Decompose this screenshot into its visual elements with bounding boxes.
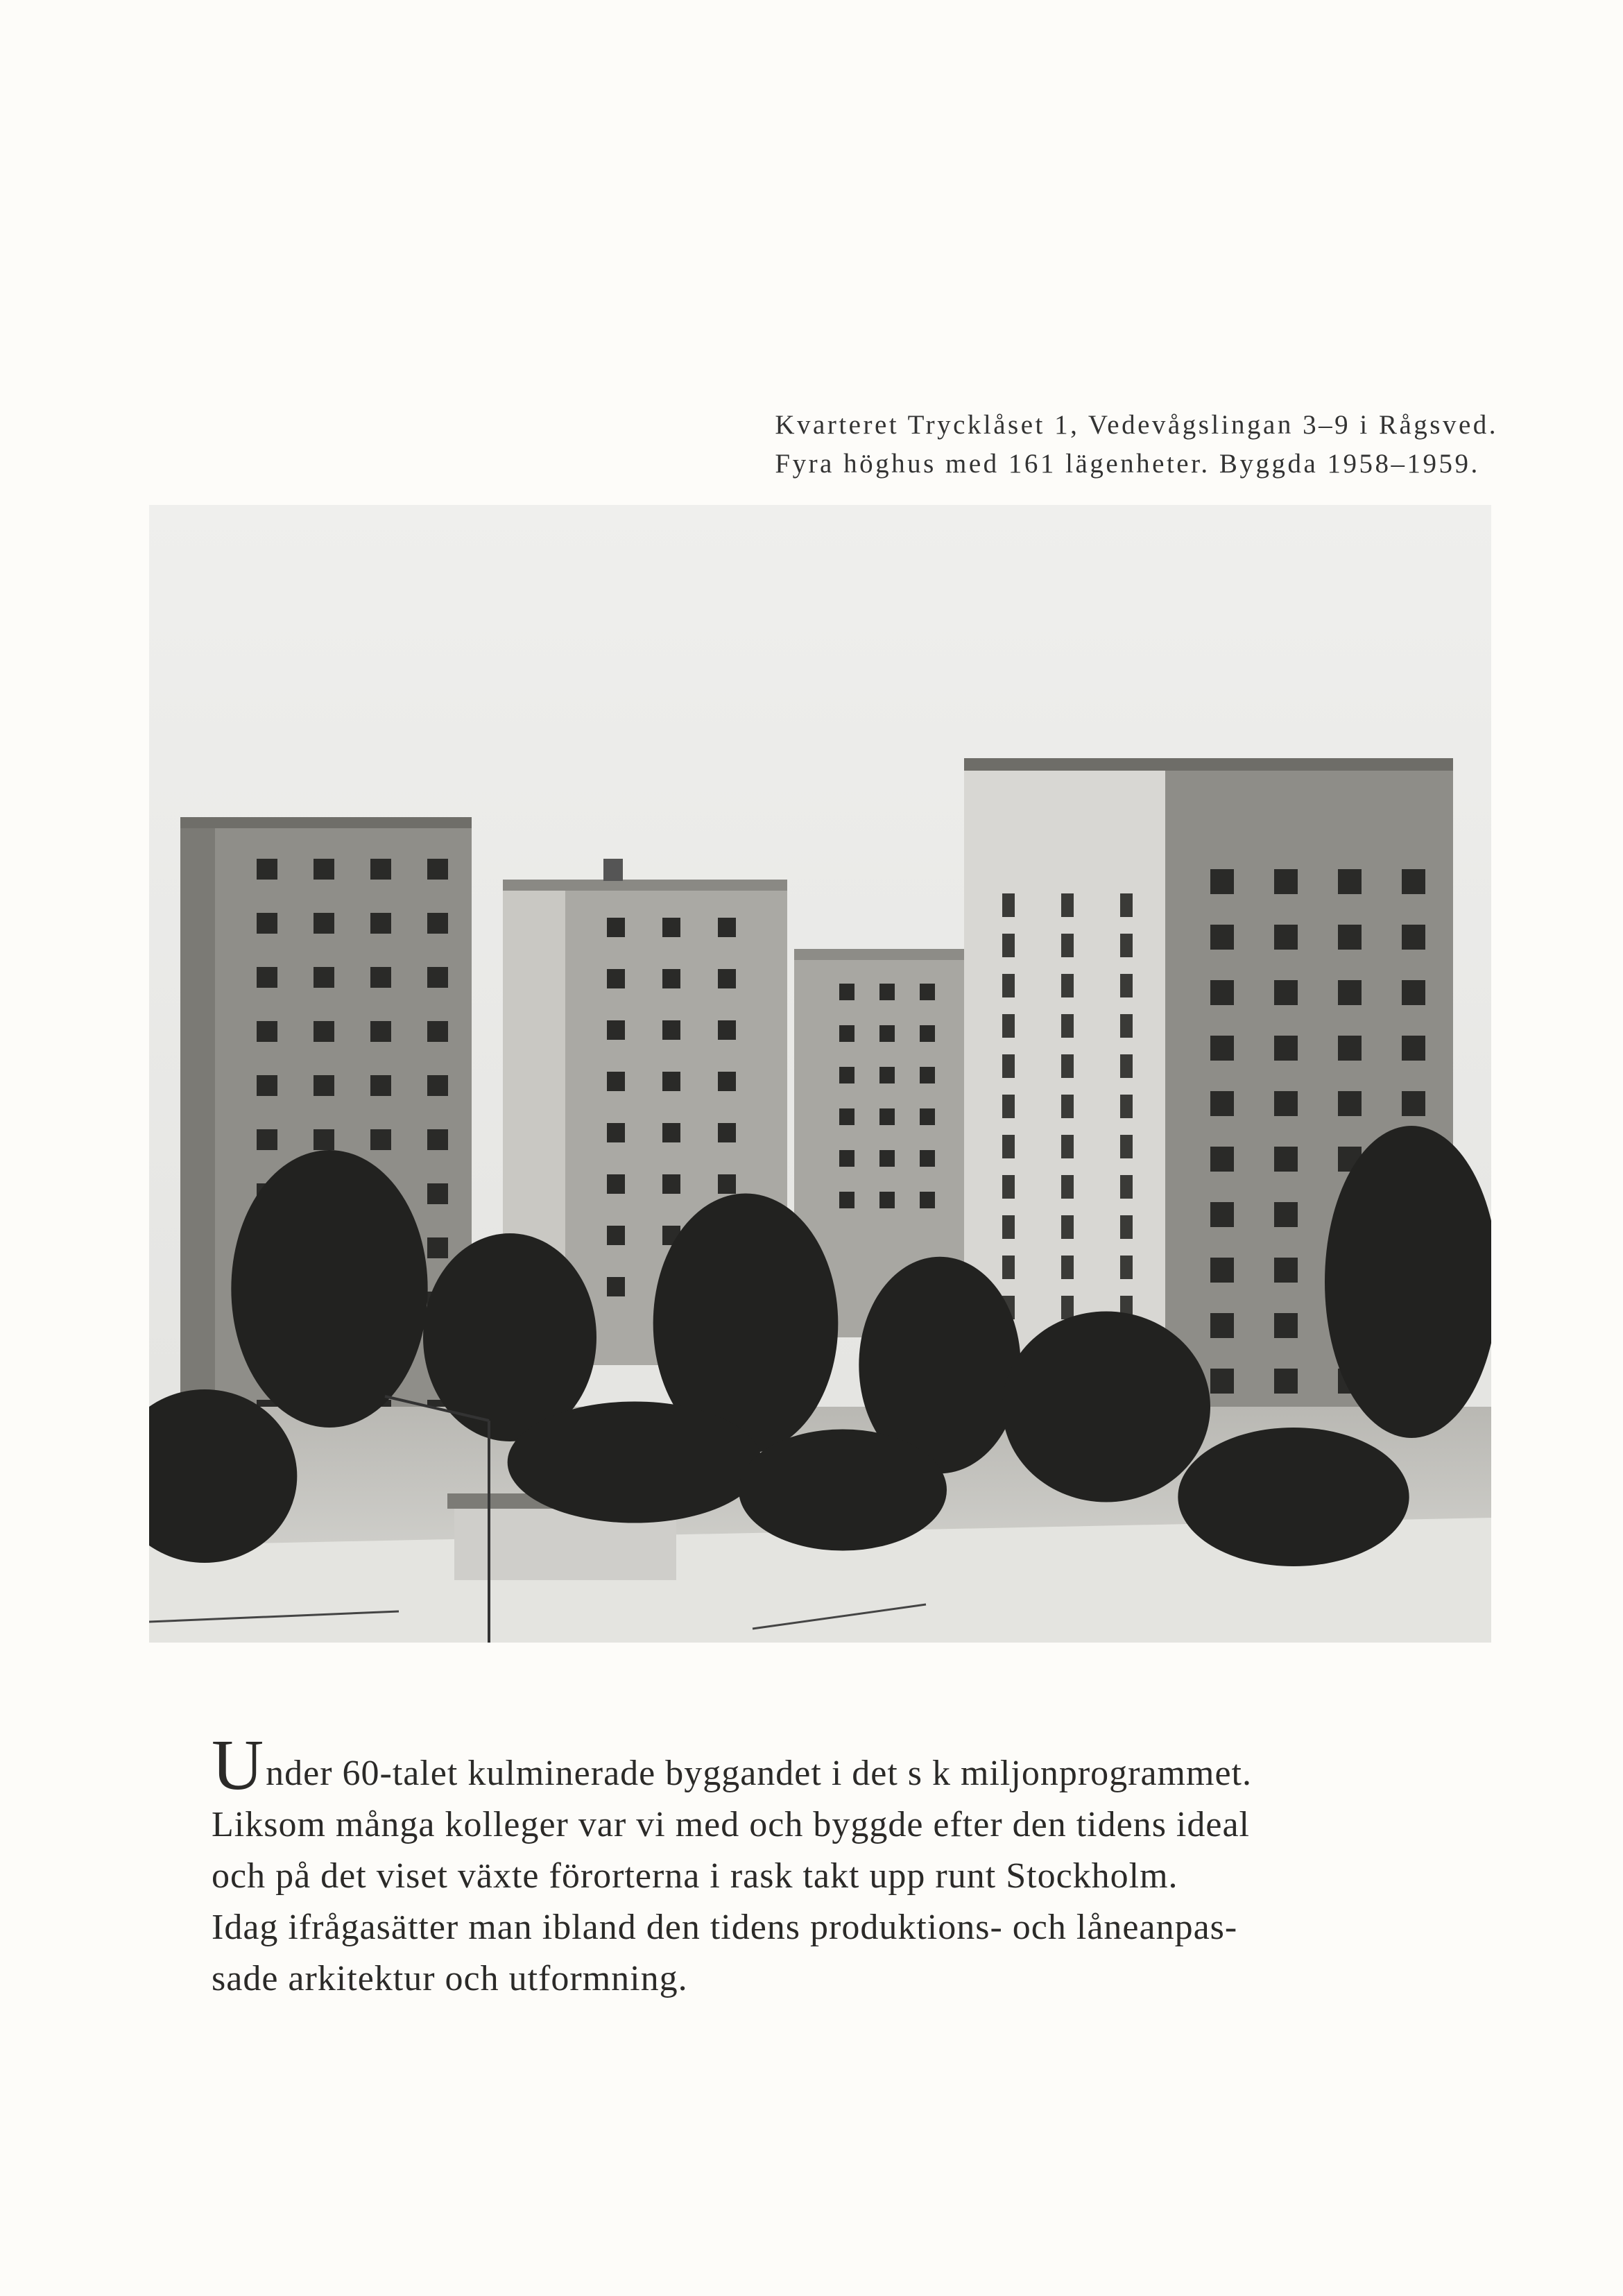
window [1061,1215,1074,1239]
window [607,1174,625,1194]
window [1210,1147,1234,1172]
window [1120,974,1133,997]
window [1274,1091,1298,1116]
body-line-1 [212,1725,1502,1805]
window [607,918,625,937]
window [839,1192,855,1208]
window [662,1072,680,1091]
body-paragraph [212,1725,1502,2005]
body-line-2: Liksom många kolleger var vi med och byggde efter den tidens ideal [212,1805,1250,1844]
window [718,1072,736,1091]
window [607,1226,625,1245]
window [839,984,855,1000]
window [314,1075,334,1096]
body-line-4: Idag ifrågasätter man ibland den tidens produktions- och låneanpas- [212,1908,1238,1947]
window [1274,1369,1298,1394]
window [1274,980,1298,1005]
window [1061,934,1074,957]
window [314,1129,334,1150]
building-photograph [149,505,1491,1643]
window [879,1108,895,1125]
window [1002,1215,1015,1239]
window [1120,1054,1133,1078]
window [920,1025,935,1042]
window [920,1192,935,1208]
tree-canopy [739,1430,947,1551]
window [1338,980,1362,1005]
window [920,1067,935,1083]
window [1210,1258,1234,1283]
window [662,1020,680,1040]
window [427,1021,448,1042]
window [1402,1036,1425,1061]
window [427,1075,448,1096]
window [257,967,277,988]
window [314,859,334,880]
window [1120,1256,1133,1279]
window [1402,1091,1425,1116]
window [1210,1036,1234,1061]
window [1402,925,1425,950]
window [718,918,736,937]
window [1002,1095,1015,1118]
window [427,967,448,988]
window [662,969,680,988]
window [1210,1313,1234,1338]
window [1061,1256,1074,1279]
window [607,1123,625,1142]
window [314,967,334,988]
window [427,1237,448,1258]
photo-caption [775,406,1498,483]
window [607,1072,625,1091]
window [257,1021,277,1042]
window [370,913,391,934]
window [1402,869,1425,894]
window [1002,934,1015,957]
window [1338,925,1362,950]
window [370,859,391,880]
tree-canopy [1002,1312,1210,1502]
caption-line-1: Kvarteret Trycklåset 1, Vedevågslingan 3–9 i Rågsved. [775,410,1498,440]
window [1274,1202,1298,1227]
window [662,1174,680,1194]
window [607,969,625,988]
window [920,984,935,1000]
window [1338,1036,1362,1061]
window [1002,1135,1015,1158]
window [839,1067,855,1083]
window [1002,1054,1015,1078]
window [314,1021,334,1042]
window [1274,925,1298,950]
window [1061,1296,1074,1319]
window [1061,1135,1074,1158]
window [1210,925,1234,950]
window [1274,1313,1298,1338]
window [1338,1091,1362,1116]
window [1120,1095,1133,1118]
tree-canopy [1325,1126,1491,1438]
window [839,1025,855,1042]
window [1210,869,1234,894]
window [607,1020,625,1040]
window [879,1192,895,1208]
window [1061,974,1074,997]
window [1210,1091,1234,1116]
window [370,1075,391,1096]
window [879,1025,895,1042]
tree-canopy [508,1402,762,1523]
window [879,984,895,1000]
window [920,1150,935,1167]
window [1061,893,1074,917]
window [1210,980,1234,1005]
window [1120,1175,1133,1199]
window [1002,1014,1015,1038]
caption-line-2: Fyra höghus med 161 lägenheter. Byggda 1958–1959. [775,449,1480,479]
window [427,859,448,880]
window [1120,893,1133,917]
window [1120,1135,1133,1158]
window [662,1123,680,1142]
body-line-5: sade arkitektur och utformning. [212,1959,688,1998]
window [1210,1369,1234,1394]
window [1002,1256,1015,1279]
window [1120,1215,1133,1239]
window [370,1129,391,1150]
window [314,913,334,934]
window [1061,1175,1074,1199]
window [607,1277,625,1296]
body-line-3: och på det viset växte förorterna i rask takt upp runt Stockholm. [212,1856,1178,1896]
window [1061,1095,1074,1118]
tree-canopy [1178,1428,1409,1566]
window [1274,1036,1298,1061]
window [1274,1258,1298,1283]
window [427,1129,448,1150]
window [1402,980,1425,1005]
window [427,913,448,934]
body-line-1-text: nder 60-talet kulminerade byggandet i det s k miljonprogrammet. [266,1754,1252,1793]
window [1002,893,1015,917]
drop-cap: U [212,1725,265,1805]
window [718,1020,736,1040]
window [1274,1147,1298,1172]
window [1120,934,1133,957]
window [427,1183,448,1204]
tree-canopy [231,1150,427,1428]
window [1061,1014,1074,1038]
window [1210,1202,1234,1227]
window [257,1075,277,1096]
window [257,1129,277,1150]
window [370,1021,391,1042]
window [1002,1175,1015,1199]
window [839,1108,855,1125]
window [718,1174,736,1194]
window [257,859,277,880]
window [662,918,680,937]
window [718,969,736,988]
window [1002,974,1015,997]
window [879,1150,895,1167]
window [920,1108,935,1125]
window [879,1067,895,1083]
window [1120,1014,1133,1038]
window [1338,869,1362,894]
window [1061,1054,1074,1078]
window [839,1150,855,1167]
window [370,967,391,988]
window [718,1123,736,1142]
window [257,913,277,934]
window [1274,869,1298,894]
